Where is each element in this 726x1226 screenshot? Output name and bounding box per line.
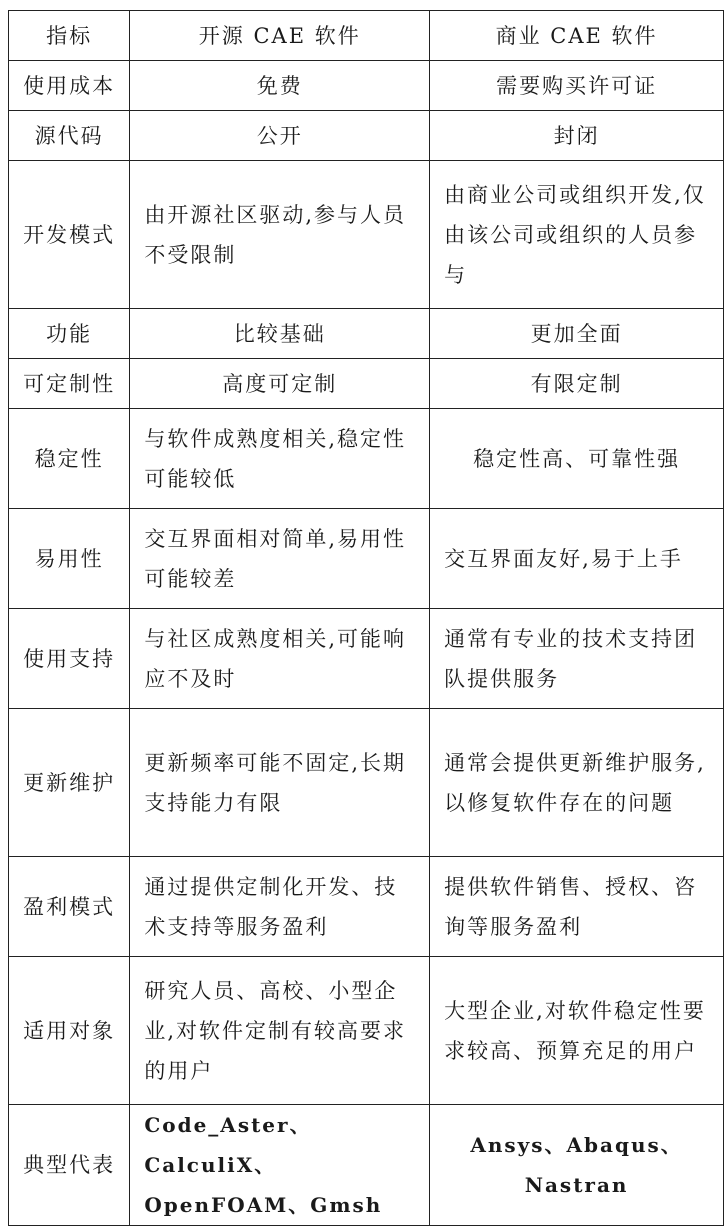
commercial-cell: Ansys、Abaqus、Nastran — [430, 1105, 724, 1226]
commercial-cell: 由商业公司或组织开发,仅由该公司或组织的人员参与 — [430, 161, 724, 309]
table-row — [9, 709, 724, 857]
row-label: 使用支持 — [9, 609, 130, 709]
row-label: 典型代表 — [9, 1105, 130, 1226]
table-row — [9, 857, 724, 957]
row-label: 使用成本 — [9, 61, 130, 111]
table-row — [9, 61, 724, 111]
row-label: 开发模式 — [9, 161, 130, 309]
table-row — [9, 409, 724, 509]
open-source-cell: Code_Aster、CalculiX、OpenFOAM、Gmsh — [130, 1105, 430, 1226]
table-header-row — [9, 11, 724, 61]
table-row — [9, 161, 724, 309]
open-source-cell: 更新频率可能不固定,长期支持能力有限 — [130, 709, 430, 857]
row-label: 可定制性 — [9, 359, 130, 409]
commercial-cell: 大型企业,对软件稳定性要求较高、预算充足的用户 — [430, 957, 724, 1105]
open-source-cell: 与软件成熟度相关,稳定性可能较低 — [130, 409, 430, 509]
open-source-cell: 比较基础 — [130, 309, 430, 359]
table-row — [9, 309, 724, 359]
row-label: 更新维护 — [9, 709, 130, 857]
table-row — [9, 1105, 724, 1226]
row-label: 稳定性 — [9, 409, 130, 509]
commercial-cell: 有限定制 — [430, 359, 724, 409]
row-label: 源代码 — [9, 111, 130, 161]
commercial-cell: 封闭 — [430, 111, 724, 161]
open-source-cell: 研究人员、高校、小型企业,对软件定制有较高要求的用户 — [130, 957, 430, 1105]
commercial-cell: 更加全面 — [430, 309, 724, 359]
row-label: 易用性 — [9, 509, 130, 609]
open-source-cell: 公开 — [130, 111, 430, 161]
header-indicator: 指标 — [9, 11, 130, 61]
commercial-cell: 通常有专业的技术支持团队提供服务 — [430, 609, 724, 709]
row-label: 盈利模式 — [9, 857, 130, 957]
open-source-cell: 由开源社区驱动,参与人员不受限制 — [130, 161, 430, 309]
table-row — [9, 111, 724, 161]
commercial-cell: 交互界面友好,易于上手 — [430, 509, 724, 609]
row-label: 功能 — [9, 309, 130, 359]
commercial-cell: 稳定性高、可靠性强 — [430, 409, 724, 509]
open-source-cell: 免费 — [130, 61, 430, 111]
table-row — [9, 609, 724, 709]
header-commercial: 商业 CAE 软件 — [430, 11, 724, 61]
header-open-source: 开源 CAE 软件 — [130, 11, 430, 61]
commercial-cell: 通常会提供更新维护服务,以修复软件存在的问题 — [430, 709, 724, 857]
open-source-cell: 通过提供定制化开发、技术支持等服务盈利 — [130, 857, 430, 957]
table-row — [9, 509, 724, 609]
open-source-cell: 与社区成熟度相关,可能响应不及时 — [130, 609, 430, 709]
commercial-cell: 需要购买许可证 — [430, 61, 724, 111]
commercial-cell: 提供软件销售、授权、咨询等服务盈利 — [430, 857, 724, 957]
table-row — [9, 359, 724, 409]
table-row — [9, 957, 724, 1105]
open-source-cell: 高度可定制 — [130, 359, 430, 409]
open-source-cell: 交互界面相对简单,易用性可能较差 — [130, 509, 430, 609]
comparison-table — [8, 10, 724, 1226]
row-label: 适用对象 — [9, 957, 130, 1105]
